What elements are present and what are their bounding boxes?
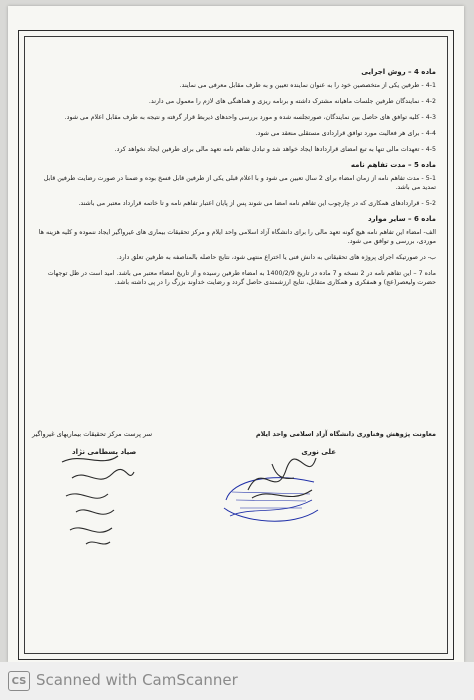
clause-4-3: 4-3 - کلیه توافق های حاصل بین نمایندگان، صورتجلسه شده و مورد بررسی واحدهای ذیربط قرار گرفته و نتیجه به طرف مقابل اعلام می شود. [64, 114, 436, 121]
signatory-left-title: سر پرست مرکز تحقیقات بیماریهای غیرواگیر [32, 430, 153, 438]
signature-left-icon [42, 448, 152, 558]
clause-4-4: 4-4 - برای هر فعالیت مورد توافق قراردادی مستقلی منعقد می شود. [255, 130, 436, 137]
camscanner-logo-icon: CS [8, 671, 30, 691]
signatory-right-title: معاونت پژوهش وفناوری دانشگاه آزاد اسلامی واحد ایلام [255, 430, 436, 438]
article-4-heading: ماده 4 – روش اجرایی [361, 68, 436, 76]
clause-6-b: ب- در صورتیکه اجرای پروژه های تحقیقاتی به دانش فنی یا اختراع منتهی شود، نتایج حاصله بالمناصفه به طرفین تعلق دارد. [116, 254, 436, 261]
clause-5-2: 5-2 - قراردادهای همکاری که در چارچوب این تفاهم نامه امضا می شوند پس از پایان اعتبار تفاهم نامه و تا خاتمه قرارداد معتبر می باشند. [78, 200, 436, 207]
signature-right-icon [242, 450, 322, 510]
signature-section [32, 430, 436, 580]
camscanner-watermark-text: Scanned with CamScanner [36, 671, 238, 689]
document-body [32, 62, 436, 294]
article-7-text: ماده 7 – این تفاهم نامه در 2 نسخه و 7 ماده در تاریخ 1400/2/9 به امضاء طرفین رسیده و از تاریخ امضاء معتبر می باشد. امید است در ظل توجهات حضرت ولیعصر(عج) و همفکری و همکاری متقابل، نتایج ارزشمندی حاصل گردد و رضایت خداوند بزرگ را در پی داشته باشد. [47, 270, 436, 286]
article-6-heading: ماده 6 – سایر موارد [367, 215, 436, 223]
clause-4-2: 4-2 - نمایندگان طرفین جلسات ماهیانه مشترک داشته و برنامه ریزی و هماهنگی های لازم را معمول می دارند. [148, 98, 436, 105]
signatory-right-name: علی نوری [301, 448, 336, 456]
clause-4-1: 4-1 - طرفین یکی از متخصصین خود را به عنوان نماینده تعیین و به طرف مقابل معرفی می نمایند. [179, 82, 436, 89]
clause-5-1: 5-1 - مدت تفاهم نامه از زمان امضاء برای 2 سال تعیین می شود و با اعلام قبلی یکی از طرفین قابل فسخ بوده و ضمنا در صورت رضایت طرفین قابل تمدید می باشد. [43, 175, 436, 191]
clause-4-5: 4-5 - تعهدات مالی تنها به تبع امضای قراردادها ایجاد خواهد شد و تبادل تفاهم نامه تعهد مالی برای طرفین ایجاد نخواهد کرد. [114, 146, 436, 153]
clause-6-a: الف- امضاء این تفاهم نامه هیچ گونه تعهد مالی را برای دانشگاه آزاد اسلامی واحد ایلام و مرکز تحقیقات بیماری های غیرواگیر ایجاد ننموده و کلیه هزینه ها موردی، بررسی و توافق می شود. [38, 229, 436, 245]
article-5-heading: ماده 5 – مدت تفاهم نامه [350, 161, 436, 169]
signatory-left-name: صیاد بسطامی نژاد [72, 448, 137, 456]
